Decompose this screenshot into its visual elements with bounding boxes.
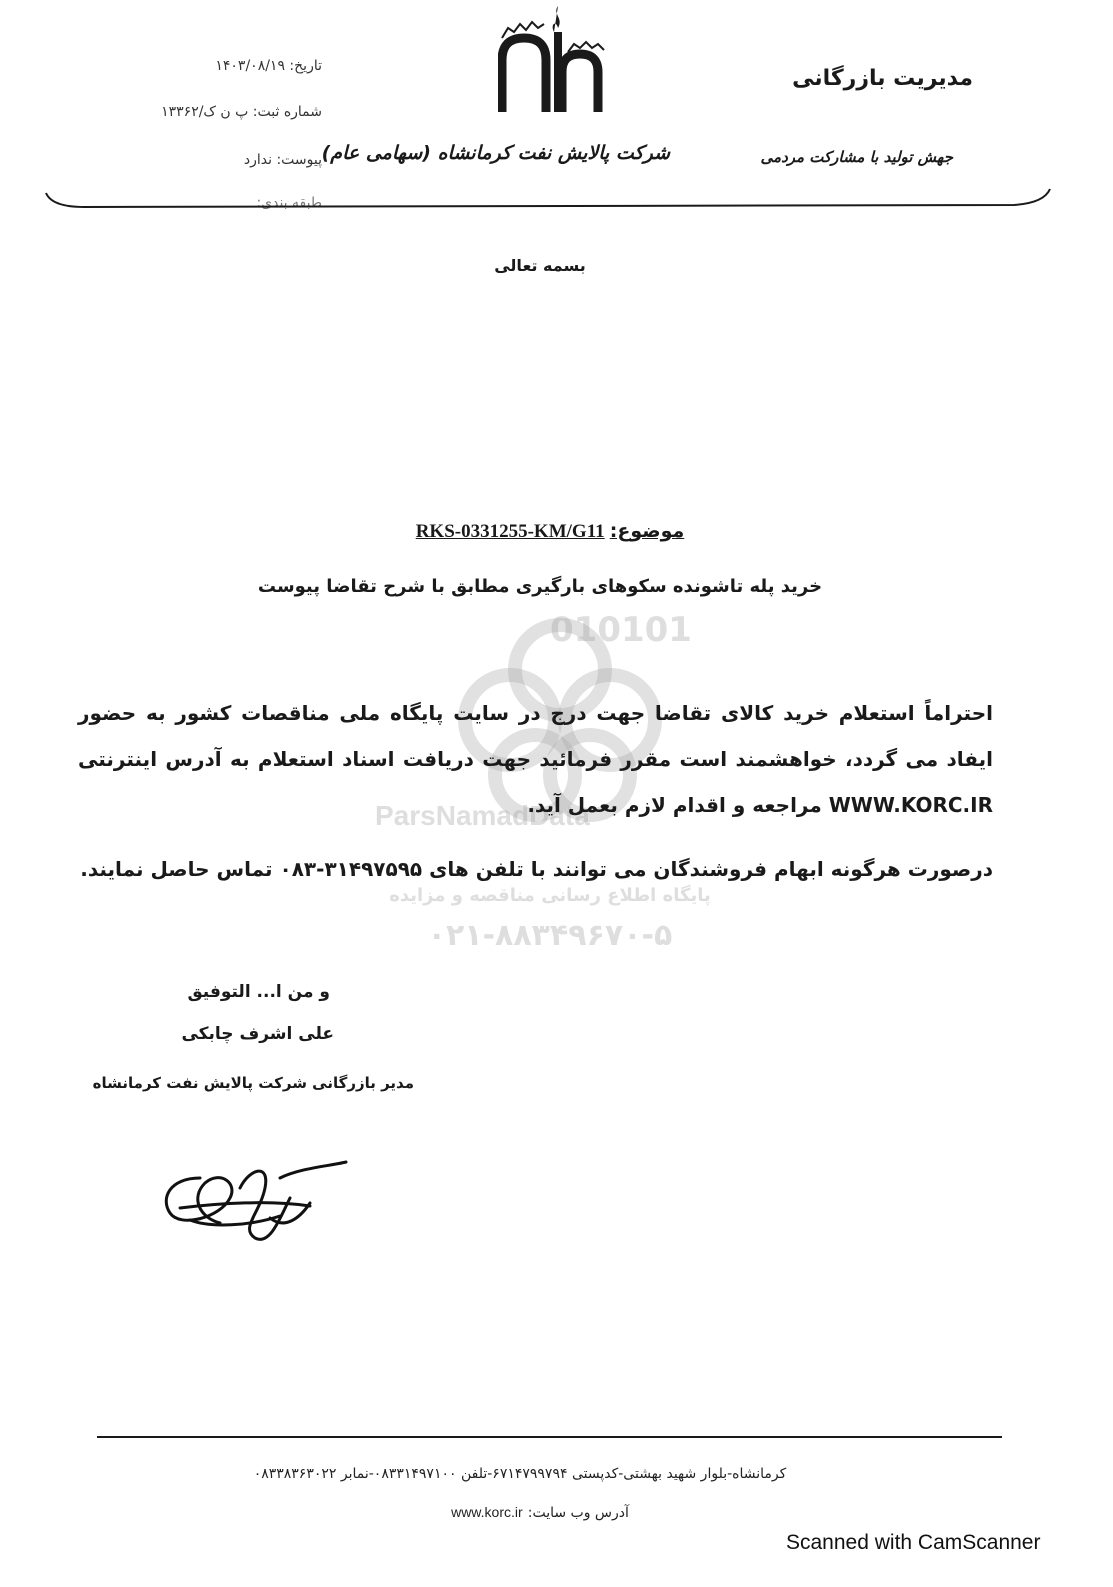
department-title: مدیریت بازرگانی bbox=[792, 66, 973, 91]
subject-label: موضوع: bbox=[609, 520, 685, 542]
footer-website[interactable]: www.korc.ir bbox=[451, 1504, 523, 1520]
signatory-title: مدیر بازرگانی شرکت پالایش نفت کرمانشاه bbox=[92, 1074, 414, 1092]
header-divider bbox=[44, 185, 1054, 215]
salutation: بسمه تعالی bbox=[494, 256, 586, 275]
watermark-phone: ۰۲۱-۸۸۳۴۹۶۷۰-۵ bbox=[427, 918, 673, 953]
body-paragraph-1: احتراماً استعلام خرید کالای تقاضا جهت درج در سایت پایگاه ملی مناقصات کشور به حضور ایفاد می گردد، خواهشمند است مقرر فرمائید جهت دریافت اسناد استعلام به آدرس اینترنتی WWW.KORC.IR مراجعه و اقدام لازم بعمل آید. bbox=[78, 701, 993, 817]
footer-divider bbox=[97, 1436, 1002, 1438]
watermark-brand: ParsNamadData bbox=[375, 800, 590, 831]
watermark-subtitle: پایگاه اطلاع رسانی مناقصه و مزایده bbox=[389, 885, 711, 906]
footer-website-line bbox=[400, 1502, 680, 1521]
attachment-status: پیوست: ندارد bbox=[243, 152, 322, 168]
closing-phrase: و من ا... التوفیق bbox=[187, 982, 330, 1002]
registration-number: شماره ثبت: پ ن ک/۱۳۳۶۲ bbox=[161, 104, 322, 120]
header-slogan-block bbox=[693, 148, 953, 166]
watermark-digits: 010101 bbox=[550, 610, 692, 650]
company-logo bbox=[498, 2, 610, 122]
header-department-block bbox=[713, 66, 973, 91]
slogan-text: جهش تولید با مشارکت مردمی bbox=[760, 148, 953, 166]
handwritten-signature bbox=[160, 1158, 360, 1258]
footer-website-label: آدرس وب سایت: bbox=[527, 1505, 629, 1521]
footer-address: کرمانشاه-بلوار شهید بهشتی-کدپستی ۶۷۱۴۷۹۹۷۹۴-تلفن ۰۸۳۳۱۴۹۷۱۰۰-نمابر ۰۸۳۳۸۳۶۳۰۲۲ bbox=[253, 1466, 787, 1482]
signatory-name: علی اشرف چابکی bbox=[181, 1024, 334, 1044]
refinery-logo-icon bbox=[498, 2, 610, 122]
letter-date: تاریخ: ۱۴۰۳/۰۸/۱۹ bbox=[215, 58, 322, 74]
subject-description: خرید پله تاشونده سکوهای بارگیری مطابق با شرح تقاضا پیوست bbox=[257, 576, 823, 597]
subject-code: RKS-0331255-KM/G11 bbox=[415, 521, 605, 542]
company-name: شرکت پالایش نفت کرمانشاه (سهامی عام) bbox=[321, 142, 670, 164]
subject-line bbox=[300, 520, 800, 543]
scanner-mark: Scanned with CamScanner bbox=[786, 1531, 1041, 1554]
classification-label: طبقه بندی: bbox=[256, 195, 322, 211]
body-paragraph-2: درصورت هرگونه ابهام فروشندگان می توانند با تلفن های ۳۱۴۹۷۵۹۵-۰۸۳ تماس حاصل نمایند. bbox=[80, 857, 993, 881]
